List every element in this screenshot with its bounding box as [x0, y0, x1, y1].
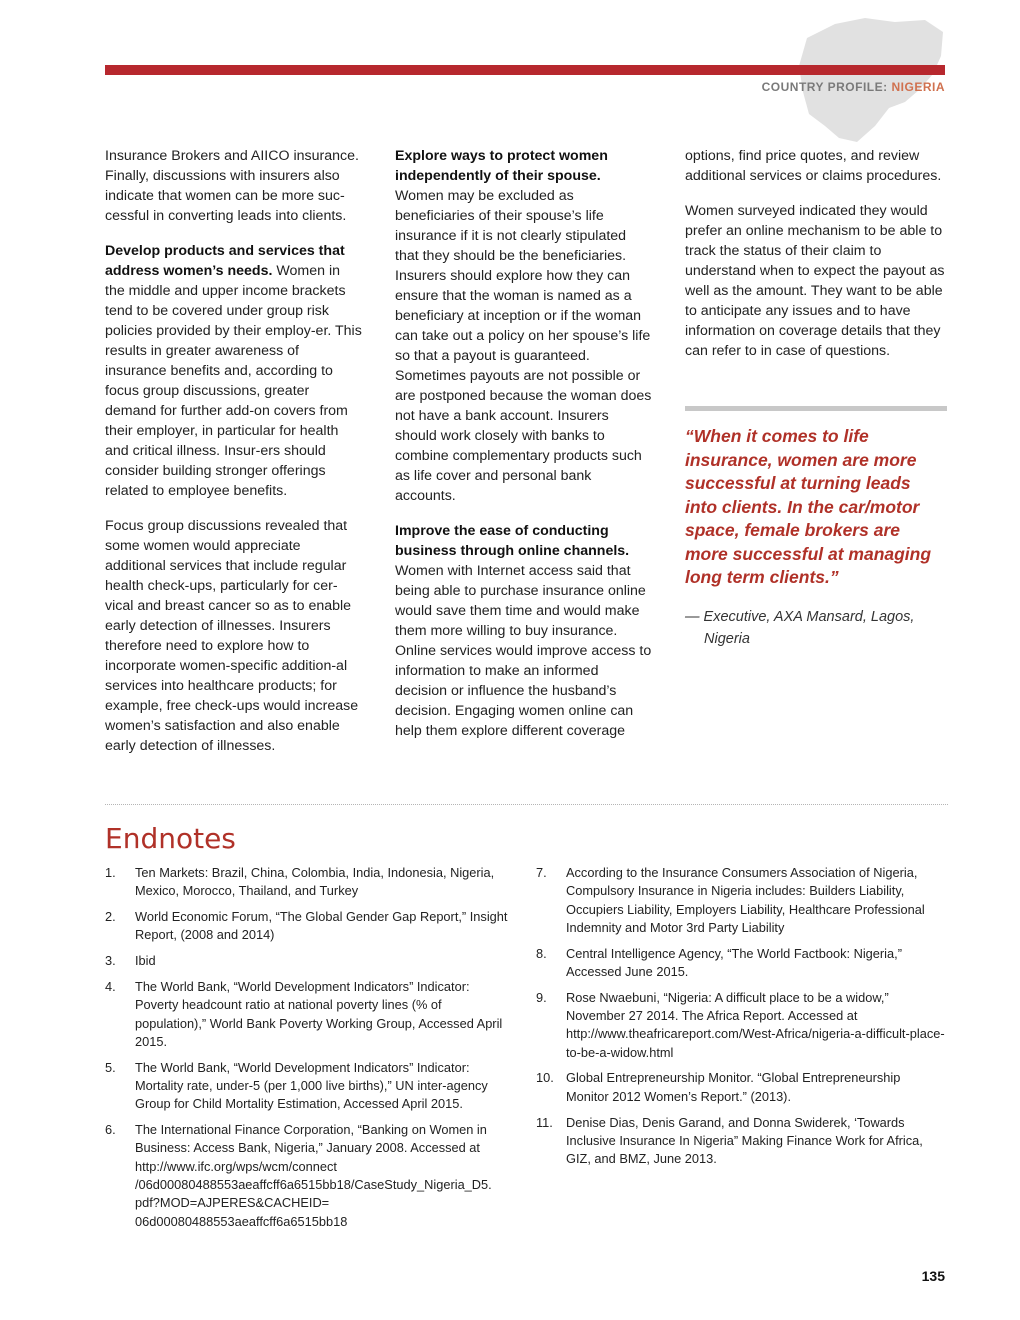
endnote-text: Denise Dias, Denis Garand, and Donna Swiderek, ‘Towards Inclusive Insurance In Nigeria” Making Finance Work for Africa, GIZ, and BMZ, June 2013. [566, 1114, 923, 1167]
endnote-text: The World Bank, “World Development Indicators” Indicator: Poverty headcount ratio at national poverty lines (% of population),” World Bank Poverty Working Group, Accessed April 2015. [135, 978, 503, 1049]
endnote-text: Ten Markets: Brazil, China, Colombia, India, Indonesia, Nigeria, Mexico, Morocco, Thailand, and Turkey [135, 865, 495, 899]
endnote-text: Rose Nwaebuni, “Nigeria: A difficult place to be a widow,” November 27 2014. The Africa Report. Accessed at http://www.theafricareport.com/West-Africa/nigeria-a-difficult-place-to-be-a-widow.html [566, 989, 945, 1060]
endnote-number: 7. [536, 865, 547, 880]
body-paragraph: Focus group discussions revealed that some women would appreciate additional services that include regular health check-ups, particularly for cer-vical and breast cancer so as to enable early detection of illnesses. Insurers therefore need to explore how to incorporate women-specific addition-al services into healthcare products; for example, free check-ups would increase women’s satisfaction and also enable early detection of illnesses. [105, 518, 359, 754]
endnote-item [536, 1069, 946, 1106]
endnote-text: According to the Insurance Consumers Association of Nigeria, Compulsory Insurance in Nigeria includes: Builders Liability, Occupiers Liability, Employers Liability, Healthcare Professional Indemnity and Motor 3rd Party Liability [566, 865, 925, 935]
endnote-number: 5. [105, 1059, 116, 1075]
endnotes-title: Endnotes [105, 822, 236, 855]
pull-quote-rule [685, 406, 947, 411]
endnote-text: The International Finance Corporation, “Banking on Women in Business: Access Bank, Nigeria,” January 2008. Accessed at http://www.ifc.org/wps/wcm/connect /06d00080488553aeaffcff6a6515bb18/CaseStudy_Nigeria_D5. pdf?MOD=AJPERES&CACHEID= 06d00080488553aeaffcff6a6515bb18 [135, 1122, 492, 1229]
endnote-number: 1. [105, 865, 116, 880]
endnote-text: Ibid [135, 953, 156, 969]
endnote-item [105, 1121, 515, 1231]
endnote-number: 3. [105, 953, 116, 969]
paragraph-body: Women with Internet access said that being able to purchase insurance online would save them time and would make them more willing to buy insurance. Online services would improve access to information to make an informed decision or influence the husband’s decision. Engaging women online can help them explore different coverage [395, 563, 652, 739]
page-number: 135 [921, 1268, 945, 1284]
endnote-item [536, 945, 946, 982]
paragraph-body: Women in the middle and upper income brackets tend to be covered under group risk policies provided by their employ-er. This results in greater awareness of insurance benefits and, according to focus group discussions, greater demand for further add-on covers from their employer, in particular for health and critical illness. Insur-ers should consider building stronger offerings related to employee benefits. [105, 263, 362, 499]
body-paragraph: options, find price quotes, and review additional services or claims procedures. [685, 148, 942, 184]
endnote-item [105, 1059, 515, 1114]
section-header-country: NIGERIA [891, 80, 945, 94]
body-paragraph [395, 521, 653, 741]
endnote-number: 8. [536, 945, 547, 961]
endnote-number: 10. [536, 1070, 554, 1086]
endnote-item [536, 1114, 946, 1169]
endnote-number: 11. [536, 1114, 553, 1130]
endnotes-list-right [536, 864, 946, 1176]
endnote-number: 6. [105, 1122, 116, 1138]
endnote-item [105, 978, 515, 1051]
endnotes-list-left [105, 864, 515, 1238]
endnote-item [105, 864, 515, 901]
header-rule [105, 65, 945, 75]
body-paragraph: Insurance Brokers and AIICO insurance. Finally, discussions with insurers also indicate that women can be more suc-cessful in converting leads into clients. [105, 148, 359, 224]
endnote-text: The World Bank, “World Development Indicators” Indicator: Mortality rate, under-5 (per 1,000 live births),” UN inter-agency Group for Child Mortality Estimation, Accessed April 2015. [135, 1059, 488, 1112]
endnote-item [536, 864, 946, 937]
endnote-item [105, 908, 515, 945]
endnote-number: 4. [105, 978, 116, 994]
body-paragraph [105, 241, 363, 501]
pull-quote: “When it comes to life insurance, women are more successful at turning leads into clients. In the car/motor space, female brokers are more successful at managing long term clients.” [685, 426, 932, 587]
section-header-label: COUNTRY PROFILE: [761, 80, 888, 94]
endnote-text: World Economic Forum, “The Global Gender Gap Report,” Insight Report, (2008 and 2014) [135, 909, 508, 943]
section-header [762, 80, 945, 94]
endnote-item [536, 989, 946, 1062]
body-paragraph: Women surveyed indicated they would prefer an online mechanism to be able to track the status of their claim to understand when to expect the payout as well as the amount. They want to be able to anticipate any issues and to have information on coverage details that they can refer to in case of questions. [685, 203, 945, 359]
column-1 [105, 146, 363, 771]
pull-quote-attribution: — Executive, AXA Mansard, Lagos, Nigeria [685, 608, 915, 647]
paragraph-lead: Improve the ease of conducting business through online channels. [395, 523, 630, 559]
endnote-number: 9. [536, 989, 547, 1005]
section-divider [105, 804, 948, 805]
paragraph-lead: Explore ways to protect women independently of their spouse. [395, 148, 608, 184]
column-2 [395, 146, 653, 756]
endnote-text: Central Intelligence Agency, “The World Factbook: Nigeria,” Accessed June 2015. [566, 945, 902, 979]
endnote-text: Global Entrepreneurship Monitor. “Global Entrepreneurship Monitor 2012 Women’s Report.” (2013). [566, 1070, 901, 1104]
paragraph-lead: Develop products and services that address women’s needs. [105, 243, 345, 279]
paragraph-body: Women may be excluded as beneficiaries of their spouse’s life insurance if it is not clearly stipulated that they should be the beneficiaries. Insurers should explore how they can ensure that the woman is named as a beneficiary at inception or if the woman can take out a policy on her spouse’s life so that a payout is guaranteed. Sometimes payouts are not possible or are postponed because the woman does not have a bank account. Insurers should work closely with banks to combine complementary products such as life cover and personal bank accounts. [395, 188, 652, 504]
endnote-number: 2. [105, 909, 116, 925]
column-3 [685, 146, 947, 650]
endnote-item [105, 952, 515, 970]
body-paragraph [395, 146, 653, 506]
